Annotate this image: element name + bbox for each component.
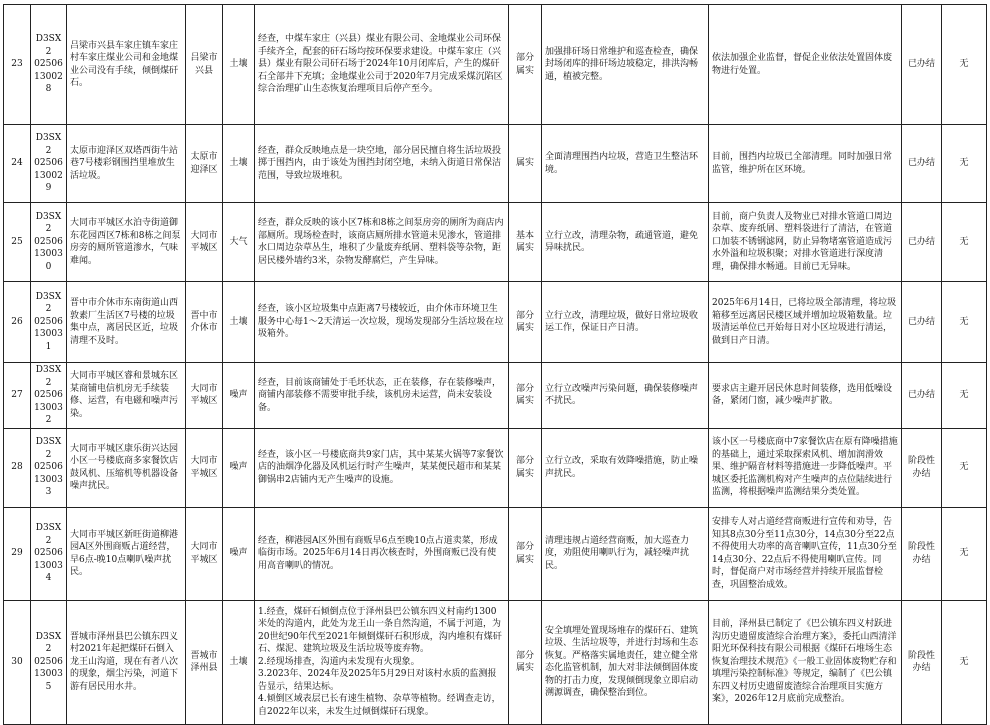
case-code	[31, 600, 67, 724]
verification-conclusion: 属实	[509, 125, 542, 203]
rectification-progress: 要求店主避开居民休息时间装修，选用低噪设备，紧闭门窗，减少噪声扩散。	[709, 363, 902, 429]
handling-status: 阶段性办结	[902, 600, 942, 724]
case-code-text: D3SX2 02506 13002 9	[34, 133, 63, 194]
table-body	[4, 5, 987, 725]
row-number: 30	[4, 600, 31, 724]
rectification-goal: 立行立改噪声污染问题，确保装修噪声不扰民。	[542, 363, 709, 429]
remark: 无	[942, 203, 987, 282]
case-code	[31, 507, 67, 600]
pollution-type: 噪声	[223, 428, 255, 507]
table-row	[4, 600, 987, 724]
rectification-progress: 目前，泽州县已制定了《巴公镇东四义村跃进沟历史遗留废渣综合治理方案》，委托山西清洋阳光环保科技有限公司根据《煤矸石堆场生态恢复治理技术规范》《一般工业固体废物贮存和填埋污染控制标准》等规定，编制了《巴公镇东四义村历史遗留废渣综合治理项目实施方案》，2026年12月底前完成整治。	[709, 600, 902, 724]
complaint-content: 晋中市介休市东南街道山西敦素厂生活区7号楼的垃圾集中点，离居民区近，垃圾清理不及时。	[67, 282, 186, 363]
remark: 无	[942, 125, 987, 203]
rectification-progress: 依法加强企业监督，督促企业依法处置固体废物进行处置。	[709, 5, 902, 125]
handling-status: 已办结	[902, 125, 942, 203]
complaint-content: 大同市平城区新旺街道柳港园A区外围商贩占道经营，早6点-晚10点喇叭噪声扰民。	[67, 507, 186, 600]
row-number: 29	[4, 507, 31, 600]
complaint-content: 大同市平城区水泊寺街道御东花园西区7栋和8栋之间泵房旁的厕所管道渗水，气味难闻。	[67, 203, 186, 282]
handling-status: 已办结	[902, 5, 942, 125]
rectification-goal: 立行立改，清理垃圾，做好日常垃圾收运工作，保证日产日清。	[542, 282, 709, 363]
verification-conclusion: 部分属实	[509, 282, 542, 363]
verification-conclusion: 部分属实	[509, 5, 542, 125]
case-code	[31, 428, 67, 507]
verification-conclusion: 部分属实	[509, 507, 542, 600]
case-code-text: D3SX2 02506 13003 0	[34, 211, 63, 272]
case-code	[31, 5, 67, 125]
rectification-goal: 立行立改，采取有效降噪措施，防止噪声扰民。	[542, 428, 709, 507]
region: 大同市平城区	[186, 428, 223, 507]
remark: 无	[942, 600, 987, 724]
case-code-text: D3SX2 02506 13003 4	[34, 523, 63, 584]
remark: 无	[942, 363, 987, 429]
remark: 无	[942, 428, 987, 507]
complaint-content: 吕梁市兴县车家庄镇车家庄村车家庄煤业公司和金地煤业公司没有手续，倾倒煤矸石。	[67, 5, 186, 125]
investigation-findings: 经查，群众反映地点是一块空地，部分居民擅自将生活垃圾投掷于围挡内，由于该处为围挡封闭空地，未纳入街道日常保洁范围，导致垃圾堆积。	[255, 125, 509, 203]
region: 太原市迎泽区	[186, 125, 223, 203]
row-number: 28	[4, 428, 31, 507]
handling-status: 已办结	[902, 282, 942, 363]
investigation-findings: 经查，该小区一号楼底商共9家门店，其中某某火锅等7家餐饮店的油烟净化器及风机运行时产生噪声，某某便民超市和某某御锅串2店铺内无产生噪声的设施。	[255, 428, 509, 507]
verification-conclusion: 部分属实	[509, 363, 542, 429]
pollution-type: 大气	[223, 203, 255, 282]
row-number: 24	[4, 125, 31, 203]
case-code	[31, 125, 67, 203]
rectification-goal: 全面清理围挡内垃圾，营造卫生整洁环境。	[542, 125, 709, 203]
pollution-type: 土壤	[223, 600, 255, 724]
investigation-findings: 经查，该小区垃圾集中点距离7号楼较近，由介休市环境卫生服务中心每1～2天清运一次垃圾，现场发现部分生活垃圾在垃圾箱外。	[255, 282, 509, 363]
investigation-findings: 经查，目前该商铺处于毛坯状态，正在装修，存在装修噪声，商铺内部装修不需要审批手续，该机房未运营，尚未安装设备。	[255, 363, 509, 429]
rectification-goal: 立行立改，清理杂物，疏通管道，避免异味扰民。	[542, 203, 709, 282]
case-code-text: D3SX2 02506 13003 3	[34, 437, 63, 498]
verification-conclusion: 部分属实	[509, 600, 542, 724]
region: 大同市平城区	[186, 507, 223, 600]
row-number: 23	[4, 5, 31, 125]
row-number: 26	[4, 282, 31, 363]
rectification-progress: 该小区一号楼底商中7家餐饮店在原有降噪措施的基础上，通过采取探索风机、增加润滑效果、维护隔音材料等措施进一步降低噪声。平城区委托监测机构对产生噪声的点位陆续进行监测，将根据噪声监测结果分类处置。	[709, 428, 902, 507]
case-code-text: D3SX2 02506 13003 1	[34, 291, 63, 352]
verification-conclusion: 部分属实	[509, 428, 542, 507]
region: 晋中市介休市	[186, 282, 223, 363]
complaint-table-sheet	[3, 4, 987, 725]
case-code-text: D3SX2 02506 13003 5	[34, 631, 63, 692]
pollution-type: 土壤	[223, 125, 255, 203]
investigation-findings: 经查，中煤车家庄（兴县）煤业有限公司、金地煤业公司环保手续齐全，配套的矸石场均按环保要求建设。中煤车家庄（兴县）煤业有限公司矸石场于2024年10月闭库后，产生的煤矸石全部井下充填；金地煤业公司于2020年7月完成采煤沉陷区综合治理矿山生态恢复治理项目后停产至今。	[255, 5, 509, 125]
pollution-type: 噪声	[223, 507, 255, 600]
table-row	[4, 363, 987, 429]
region: 大同市平城区	[186, 363, 223, 429]
region: 晋城市泽州县	[186, 600, 223, 724]
investigation-findings: 经查，柳港园A区外围有商贩早6点至晚10点占道卖菜，形成临街市场。2025年6月14日再次核查时，外围商贩已没有使用高音喇叭的情况。	[255, 507, 509, 600]
remark: 无	[942, 507, 987, 600]
handling-status: 已办结	[902, 203, 942, 282]
rectification-goal: 加强排矸场日常维护和巡查检查，确保封场闭库的排矸场边坡稳定，排洪沟畅通，植被完整。	[542, 5, 709, 125]
pollution-type: 噪声	[223, 363, 255, 429]
rectification-progress: 目前，围挡内垃圾已全部清理。同时加强日常监管，维护所在区环境。	[709, 125, 902, 203]
rectification-progress: 安排专人对占道经营商贩进行宣传和劝导，告知其8点30分至11点30分，14点30分至22点不得使用大功率的高音喇叭宣传，11点30分至14点30分、22点后不得使用喇叭宣传。同时，督促商户对市场经营并持续开展监督检查，巩固整治成效。	[709, 507, 902, 600]
case-code-text: D3SX2 02506 13002 8	[34, 34, 63, 95]
case-code-text: D3SX2 02506 13003 2	[34, 365, 63, 425]
complaint-content: 晋城市泽州县巴公镇东四义村2021年起把煤矸石倒入龙王山沟道，现在有者八次的现象，烟尘污染，河道下游有居民用水井。	[67, 600, 186, 724]
case-code	[31, 203, 67, 282]
rectification-goal: 清理违规占道经营商贩，加大巡查力度，劝阻使用喇叭行为，减轻噪声扰民。	[542, 507, 709, 600]
complaint-content: 大同市平城区康乐街兴达园小区一号楼底商多家餐饮店鼓风机、压缩机等机器设备噪声扰民。	[67, 428, 186, 507]
pollution-type: 土壤	[223, 5, 255, 125]
case-code	[31, 282, 67, 363]
table-row	[4, 507, 987, 600]
complaint-table	[3, 4, 987, 725]
investigation-findings: 1.经查，煤矸石倾倒点位于泽州县巴公镇东四义村南约1300米处的沟道内，此处为龙王山一条自然沟道，不属于河道，为20世纪90年代至2021年倾倒煤矸石积形成，沟内堆积有煤矸石、煤泥、建筑垃圾及生活垃圾等废弃物。 2.经现场排查，沟道内未发现有火现象。 3.2023年、2024年及2025年5月29日对该村水质的监测报告显示，结果达标。 4.倾倒区域表层已长有速生植物、杂草等植物。经调查走访，自2022年以来，未发生过倾倒煤矸石现象。	[255, 600, 509, 724]
handling-status: 已办结	[902, 363, 942, 429]
complaint-content: 太原市迎泽区双塔西街牛站巷7号楼彩钢围挡里堆放生活垃圾。	[67, 125, 186, 203]
handling-status: 阶段性办结	[902, 507, 942, 600]
row-number: 27	[4, 363, 31, 429]
handling-status: 阶段性办结	[902, 428, 942, 507]
rectification-progress: 2025年6月14日，已将垃圾全部清理，将垃圾箱移至远离居民楼区域并增加垃圾箱数量。垃圾清运单位已开始每日对小区垃圾进行清运，做到日产日清。	[709, 282, 902, 363]
remark: 无	[942, 282, 987, 363]
verification-conclusion: 基本属实	[509, 203, 542, 282]
table-row	[4, 5, 987, 125]
case-code	[31, 363, 67, 429]
row-number: 25	[4, 203, 31, 282]
complaint-content: 大同市平城区睿和景城东区某商铺电信机房无手续装修、运营，有电磁和噪声污染。	[67, 363, 186, 429]
region: 吕梁市兴县	[186, 5, 223, 125]
pollution-type: 土壤	[223, 282, 255, 363]
rectification-progress: 目前，商户负责人及物业已对排水管道口周边杂草、废弃纸屑、塑料袋进行了清洁，在管道口加装不锈钢滤网，防止异物堵塞管道造成污水外溢和垃圾积聚；对排水管道进行深度清理，确保排水畅通。目前已无异味。	[709, 203, 902, 282]
region: 大同市平城区	[186, 203, 223, 282]
table-row	[4, 428, 987, 507]
table-row	[4, 203, 987, 282]
table-row	[4, 125, 987, 203]
table-row	[4, 282, 987, 363]
remark: 无	[942, 5, 987, 125]
rectification-goal: 安全填埋处置现场堆存的煤矸石、建筑垃圾、生活垃圾等，并进行封场和生态恢复。严格落实属地责任，建立健全常态化监管机制，加大对非法倾倒固体废物的打击力度，发现倾倒现象立即启动溯源调查，确保整治到位。	[542, 600, 709, 724]
investigation-findings: 经查，群众反映的该小区7栋和8栋之间泵房旁的厕所为商店内部厕所。现场检查时，该商店厕所排水管道未见渗水，管道排水口周边杂草丛生，堆积了少量废弃纸屑、塑料袋等杂物，距居民楼外墙约3米，杂物发酵腐烂，产生异味。	[255, 203, 509, 282]
